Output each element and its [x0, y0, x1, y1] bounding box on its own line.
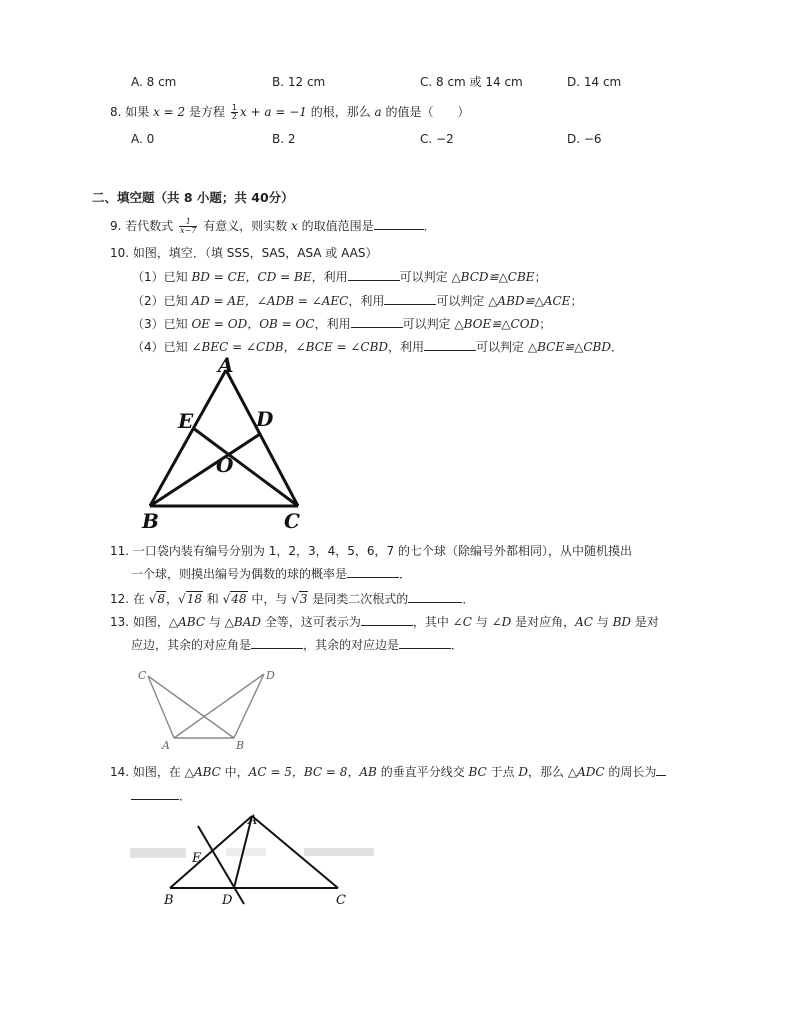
answer-blank[interactable] [374, 218, 424, 230]
question-10-stem: 10. 如图，填空．（填 SSS，SAS，ASA 或 AAS） [110, 246, 378, 260]
q14-figure [126, 806, 406, 910]
q8-option-c: C. −2 [420, 132, 454, 146]
label-E: E [192, 851, 202, 866]
label-A: A [162, 739, 170, 752]
label-C: C [336, 893, 346, 908]
question-13-line-1: 13. 如图，△ABC 与 △BAD 全等，这可表示为 ，其中 ∠C 与 ∠D 是对应角，AC 与 BD 是对 [110, 615, 659, 629]
label-C: C [284, 509, 300, 533]
q7-option-b: B. 12 cm [272, 75, 326, 89]
label-B: B [236, 739, 245, 752]
q7-option-d: D. 14 cm [567, 75, 622, 89]
answer-blank[interactable] [351, 316, 403, 328]
answer-blank[interactable] [251, 637, 303, 649]
q7-option-a: A. 8 cm [131, 75, 177, 89]
question-11-line-2: 一个球，则摸出编号为偶数的球的概率是 ． [131, 567, 412, 581]
q10-line-2: （2）已知 AD = AE，∠ADB = ∠AEC，利用 可以判定 △ABD≌△ACE； [132, 294, 583, 308]
answer-blank[interactable] [361, 614, 413, 626]
answer-blank[interactable] [408, 591, 462, 603]
label-B: B [164, 893, 174, 908]
q7-option-c: C. 8 cm 或 14 cm [420, 75, 523, 89]
question-12: 12. 在 √8，√18 和 √48 中，与 √3 是同类二次根式的 ． [110, 592, 475, 606]
label-D: D [256, 407, 274, 431]
section-2-title: 二、填空题（共 8 小题；共 40分） [92, 190, 294, 205]
label-D: D [222, 893, 233, 908]
question-11-line-1: 11. 一口袋内装有编号分别为 1，2，3，4，5，6，7 的七个球（除编号外都相同），从中随机摸出 [110, 544, 632, 558]
answer-blank[interactable] [131, 788, 179, 800]
answer-blank[interactable] [347, 566, 399, 578]
label-A: A [248, 813, 258, 828]
label-C: C [138, 669, 147, 682]
q10-line-4: （4）已知 ∠BEC = ∠CDB，∠BCE = ∠CBD，利用 可以判定 △BCE≌△CBD． [132, 340, 624, 354]
label-A: A [218, 356, 234, 377]
faint-background-mark [130, 848, 374, 858]
q10-triangle-figure [138, 356, 318, 534]
question-13-line-2: 应边，其余的对应角是 ，其余的对应边是 ． [131, 638, 464, 652]
answer-blank[interactable] [384, 293, 436, 305]
q8-option-d: D. −6 [567, 132, 602, 146]
q8-option-b: B. 2 [272, 132, 296, 146]
q8-fraction: $\frac{1}{2}$ [231, 103, 237, 121]
question-14-line-2: ． [131, 788, 191, 804]
answer-blank[interactable] [399, 637, 451, 649]
q10-line-1: （1）已知 BD = CE，CD = BE，利用 可以判定 △BCD≌△CBE； [132, 270, 547, 284]
label-B: B [142, 509, 159, 533]
answer-blank[interactable] [656, 764, 666, 776]
q13-figure [128, 660, 288, 754]
question-9: 9. 若代数式 $\frac{1}{x-7}$ 有意义，则实数 x 的取值范围是 ． [110, 217, 436, 235]
answer-blank[interactable] [348, 269, 400, 281]
question-8-stem: 8. 如果 x = 2 是方程 $\frac{1}{2}$ x + a = −1 的根，那么 a 的值是（ ） [110, 103, 470, 121]
q9-fraction: $\frac{1}{x-7}$ [180, 217, 197, 235]
q10-line-3: （3）已知 OE = OD，OB = OC，利用 可以判定 △BOE≌△COD； [132, 317, 552, 331]
q8-option-a: A. 0 [131, 132, 155, 146]
label-E: E [178, 409, 194, 433]
question-14-line-1: 14. 如图，在 △ABC 中，AC = 5，BC = 8，AB 的垂直平分线交 BC 于点 D，那么 △ADC 的周长为 [110, 764, 666, 780]
label-D: D [266, 669, 275, 682]
label-O: O [216, 453, 234, 477]
answer-blank[interactable] [424, 339, 476, 351]
